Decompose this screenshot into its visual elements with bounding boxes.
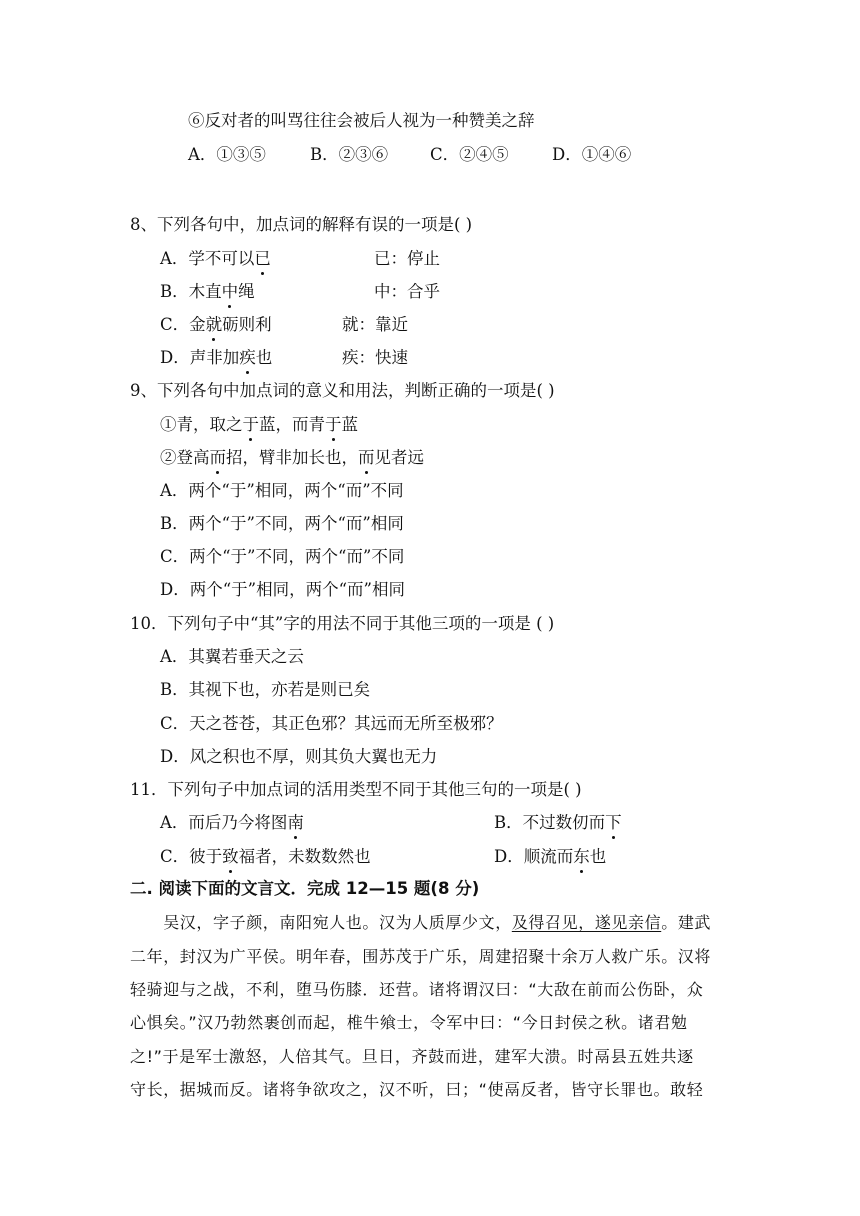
q9-option-b: B．两个“于”不同，两个“而”相同 [160, 514, 404, 533]
q8-option-d: D．声非加疾也 [160, 348, 273, 367]
q8-gloss-b: 中：合乎 [374, 282, 440, 301]
dotted-word: 南 [287, 813, 304, 832]
dotted-word: 就 [205, 315, 223, 334]
q8-gloss-d: 疾：快速 [342, 348, 408, 367]
passage-line-3: 轻骑迎与之战，不利，堕马伤膝．还营。诸将谓汉曰：“大敌在前而公伤卧，众 [130, 980, 704, 999]
section-2-heading: 二. 阅读下面的文言文．完成 12—15 题(8 分) [130, 879, 480, 898]
q11-option-b: B．不过数仞而下 [494, 813, 622, 832]
q11-stem: 11．下列句子中加点词的活用类型不同于其他三句的一项是( ) [130, 780, 582, 799]
dotted-word: 下 [605, 813, 622, 832]
q9-option-a: A．两个“于”相同，两个“而”不同 [160, 481, 404, 500]
passage-line-2: 二年，封汉为广平侯。明年春，围苏茂于广乐，周建招聚十余万人救广乐。汉将 [130, 947, 712, 966]
q11-option-d: D．顺流而东也 [494, 847, 607, 866]
passage-line-1: 吴汉，字子颜，南阳宛人也。汉为人质厚少文，及得召见，遂见亲信。建武 [130, 913, 712, 932]
q7-option-b: B．②③⑥ [310, 145, 389, 164]
q8-gloss-c: 就：靠近 [342, 315, 408, 334]
dotted-word: 已 [254, 249, 271, 268]
q7-item-6: ⑥反对者的叫骂往往会被后人视为一种赞美之辞 [188, 111, 535, 130]
dotted-word: 而 [209, 448, 226, 467]
q9-option-d: D．两个“于”相同，两个“而”相同 [160, 580, 405, 599]
dotted-word: 于 [325, 415, 342, 434]
q9-stem: 9、下列各句中加点词的意义和用法，判断正确的一项是( ) [130, 381, 555, 400]
underlined-sentence: 及得召见，遂见亲信 [511, 913, 662, 932]
q7-option-d: D．①④⑥ [552, 145, 632, 164]
dotted-word: 致 [222, 847, 239, 866]
q8-option-b: B．木直中绳 [160, 282, 255, 301]
q8-option-c: C．金就砺则利 [160, 315, 272, 334]
q8-gloss-a: 已：停止 [374, 249, 440, 268]
passage-line-5: 之!”于是军士激怒，人倍其气。旦日，齐鼓而进，建军大溃。时鬲县五姓共逐 [130, 1047, 694, 1066]
q7-option-a: A．①③⑤ [188, 145, 266, 164]
q9-option-c: C．两个“于”不同，两个“而”不同 [160, 547, 405, 566]
q10-option-d: D．风之积也不厚，则其负大翼也无力 [160, 747, 438, 766]
q10-option-c: C．天之苍苍，其正色邪？其远而无所至极邪？ [160, 714, 503, 733]
q8-option-a: A．学不可以已 [160, 249, 271, 268]
dotted-word: 而 [358, 448, 375, 467]
dotted-word: 中 [221, 282, 239, 301]
q10-stem: 10．下列句子中“其”字的用法不同于其他三项的一项是 ( ) [130, 614, 555, 633]
q8-stem: 8、下列各句中，加点词的解释有误的一项是( ) [130, 215, 473, 234]
q11-option-c: C．彼于致福者，未数数然也 [160, 847, 371, 866]
passage-line-4: 心惧矣。”汉乃勃然裹创而起，椎牛飨士，令军中曰：“今日封侯之秋。诸君勉 [130, 1013, 688, 1032]
q10-option-a: A．其翼若垂天之云 [160, 647, 304, 666]
q9-sentence-1: ①青，取之于蓝，而青于蓝 [160, 415, 358, 434]
dotted-word: 于 [242, 415, 259, 434]
dotted-word: 疾 [239, 348, 256, 367]
dotted-word: 东 [573, 847, 590, 866]
q7-option-c: C．②④⑤ [430, 145, 509, 164]
passage-line-6: 守长，据城而反。诸将争欲攻之，汉不听，曰；“使鬲反者，皆守长罪也。敢轻 [130, 1080, 704, 1099]
q9-sentence-2: ②登高而招，臂非加长也，而见者远 [160, 448, 424, 467]
q10-option-b: B．其视下也，亦若是则已矣 [160, 680, 371, 699]
q11-option-a: A．而后乃今将图南 [160, 813, 304, 832]
